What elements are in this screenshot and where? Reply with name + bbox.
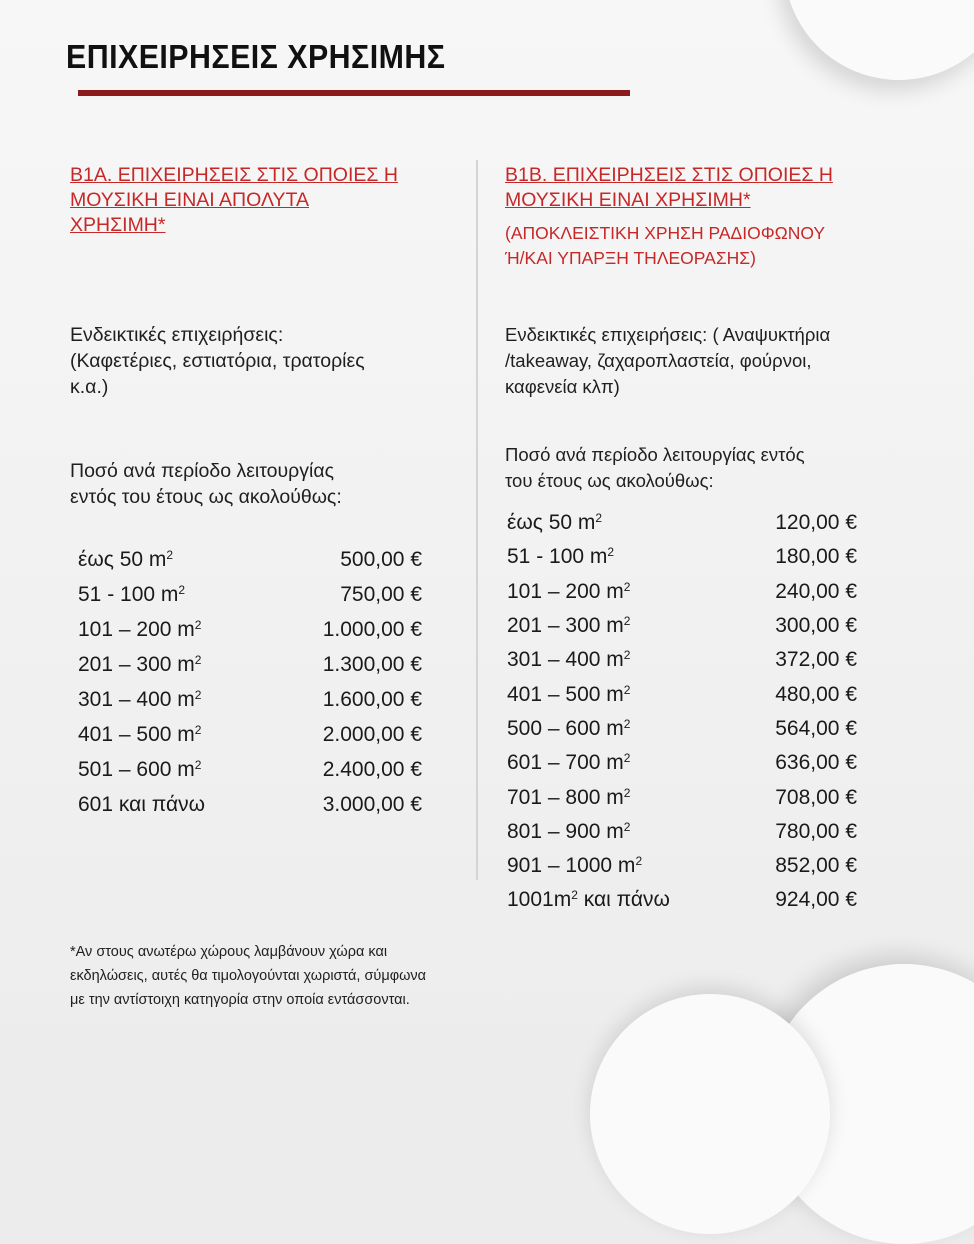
section-heading: Β1Β. ΕΠΙΧΕΙΡΗΣΕΙΣ ΣΤΙΣ ΟΠΟΙΕΣ Η ΜΟΥΣΙΚΗ ΕΙΝΑΙ ΧΡΗΣΙΜΗ* [505, 164, 833, 211]
area-range: έως 50 $m^2$ [507, 511, 603, 535]
fee-amount: 2.000,00 € [322, 722, 422, 746]
table-row [507, 780, 857, 814]
title-underline [78, 90, 630, 96]
area-range: 500 – 600 $m^2$ [507, 716, 631, 740]
fee-amount: 1.600,00 € [322, 687, 422, 711]
fee-amount: 372,00 € [775, 648, 857, 672]
page-title: ΕΠΙΧΕΙΡΗΣΕΙΣ ΧΡΗΣΙΜΗΣ [66, 38, 446, 75]
table-row [507, 677, 857, 711]
table-row [507, 849, 857, 883]
fee-amount: 852,00 € [775, 854, 857, 878]
table-row [78, 717, 422, 752]
rate-intro-text: Ποσό ανά περίοδο λειτουργίας εντός του έτους ως ακολούθως: [505, 444, 805, 491]
rate-table [507, 506, 857, 918]
area-range: 801 – 900 $m^2$ [507, 819, 631, 843]
footnote: *Αν στους ανωτέρω χώρους λαμβάνουν χώρα και εκδηλώσεις, αυτές θα τιμολογούνται χωριστά, σύμφωνα με την αντίστοιχη κατηγορία στην οποία εντάσσονται. [70, 944, 427, 1008]
examples-text: Ενδεικτικές επιχειρήσεις: (Καφετέριες, εστιατόρια, τρατορίες κ.α.) [70, 324, 365, 398]
table-row [78, 542, 422, 577]
fee-amount: 1.000,00 € [322, 617, 422, 641]
fee-amount: 480,00 € [775, 682, 857, 706]
table-row [78, 752, 422, 787]
table-row [507, 746, 857, 780]
table-row [78, 787, 422, 822]
table-row [78, 612, 422, 647]
rate-intro-text: Ποσό ανά περίοδο λειτουργίας εντός του έτους ως ακολούθως: [70, 460, 342, 508]
fee-amount: 500,00 € [340, 547, 422, 571]
rate-table [78, 542, 422, 822]
fee-amount: 636,00 € [775, 751, 857, 775]
area-range: 401 – 500 $m^2$ [507, 682, 631, 706]
fee-amount: 564,00 € [775, 716, 857, 740]
fee-amount: 2.400,00 € [322, 757, 422, 781]
table-row [507, 883, 857, 917]
area-range: 51 - 100 $m^2$ [507, 545, 615, 569]
area-range: 101 – 200 $m^2$ [507, 579, 631, 603]
table-row [507, 643, 857, 677]
fee-amount: 240,00 € [775, 579, 857, 603]
fee-amount: 924,00 € [775, 888, 857, 912]
area-range: 701 – 800 $m^2$ [507, 785, 631, 809]
fee-amount: 300,00 € [775, 614, 857, 638]
examples-text: Ενδεικτικές επιχειρήσεις: ( Αναψυκτήρια /takeaway, ζαχαροπλαστεία, φούρνοι, καφενεία κλπ) [505, 324, 831, 397]
area-range: 201 – 300 $m^2$ [507, 614, 631, 638]
fee-amount: 780,00 € [775, 819, 857, 843]
table-row [507, 575, 857, 609]
table-row [507, 506, 857, 540]
table-row [78, 577, 422, 612]
table-row [78, 647, 422, 682]
area-range: 401 – 500 $m^2$ [78, 722, 202, 746]
table-row [78, 682, 422, 717]
table-row [507, 712, 857, 746]
fee-amount: 120,00 € [775, 511, 857, 535]
area-range: 601 και πάνω [78, 792, 205, 816]
fee-amount: 180,00 € [775, 545, 857, 569]
fee-amount: 750,00 € [340, 582, 422, 606]
fee-amount: 1.300,00 € [322, 652, 422, 676]
area-range: 51 - 100 $m^2$ [78, 582, 186, 606]
area-range: 301 – 400 $m^2$ [78, 687, 202, 711]
area-range: 201 – 300 $m^2$ [78, 652, 202, 676]
area-range: 101 – 200 $m^2$ [78, 617, 202, 641]
table-row [507, 609, 857, 643]
decorative-circle [590, 994, 830, 1234]
area-range: 901 – 1000 $m^2$ [507, 854, 643, 878]
area-range: 301 – 400 $m^2$ [507, 648, 631, 672]
decorative-circle [784, 0, 974, 80]
area-range: έως 50 $m^2$ [78, 547, 174, 571]
section-subheading: (ΑΠΟΚΛΕΙΣΤΙΚΗ ΧΡΗΣΗ ΡΑΔΙΟΦΩΝΟΥ Ή/ΚΑΙ ΥΠΑΡΞΗ ΤΗΛΕΟΡΑΣΗΣ) [505, 223, 826, 268]
table-row [507, 815, 857, 849]
section-heading: Β1Α. ΕΠΙΧΕΙΡΗΣΕΙΣ ΣΤΙΣ ΟΠΟΙΕΣ Η ΜΟΥΣΙΚΗ ΕΙΝΑΙ ΑΠΟΛΥΤΑ ΧΡΗΣΙΜΗ* [70, 164, 398, 236]
table-row [507, 540, 857, 574]
column-divider [476, 160, 478, 880]
area-range: 501 – 600 $m^2$ [78, 757, 202, 781]
area-range: $1001m^2$ και πάνω [507, 888, 670, 912]
fee-amount: 3.000,00 € [322, 792, 422, 816]
fee-amount: 708,00 € [775, 785, 857, 809]
area-range: 601 – 700 $m^2$ [507, 751, 631, 775]
